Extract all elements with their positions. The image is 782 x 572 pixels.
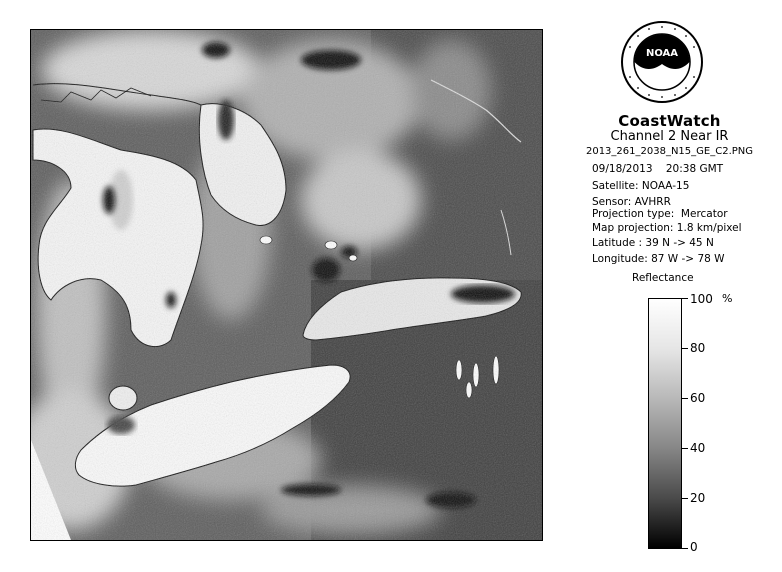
longitude-label: Longitude: 87 W -> 78 W bbox=[592, 253, 725, 265]
scale-tick-label: 60 bbox=[690, 391, 706, 405]
scale-tick bbox=[682, 498, 688, 499]
scale-tick bbox=[682, 398, 688, 399]
scale-tick-label: 100 bbox=[690, 292, 713, 306]
channel-subtitle: Channel 2 Near IR bbox=[610, 129, 729, 144]
latitude-label: Latitude : 39 N -> 45 N bbox=[592, 237, 714, 249]
noaa-logo bbox=[620, 20, 704, 104]
map-projection-label: Map projection: 1.8 km/pixel bbox=[592, 222, 742, 234]
scale-tick-label: 20 bbox=[690, 491, 706, 505]
scale-tick bbox=[682, 548, 688, 549]
logo-text: NOAA bbox=[645, 48, 679, 59]
sensor-label: Sensor: AVHRR bbox=[592, 196, 671, 208]
scale-unit: % bbox=[722, 292, 733, 305]
scale-tick bbox=[682, 448, 688, 449]
image-filename: 2013_261_2038_N15_GE_C2.PNG bbox=[585, 146, 754, 157]
scale-tick bbox=[682, 298, 688, 299]
page-title: CoastWatch bbox=[618, 112, 721, 130]
acquisition-datetime: 09/18/2013 20:38 GMT bbox=[592, 163, 724, 175]
projection-type-label: Projection type: Mercator bbox=[592, 208, 728, 220]
scale-tick-label: 80 bbox=[690, 341, 706, 355]
scale-title: Reflectance bbox=[632, 272, 694, 284]
reflectance-scale-bar bbox=[648, 298, 682, 549]
scale-tick bbox=[682, 348, 688, 349]
scale-tick-label: 0 bbox=[690, 540, 698, 554]
scale-tick-label: 40 bbox=[690, 441, 706, 455]
satellite-image bbox=[30, 29, 543, 541]
satellite-label: Satellite: NOAA-15 bbox=[592, 180, 690, 192]
